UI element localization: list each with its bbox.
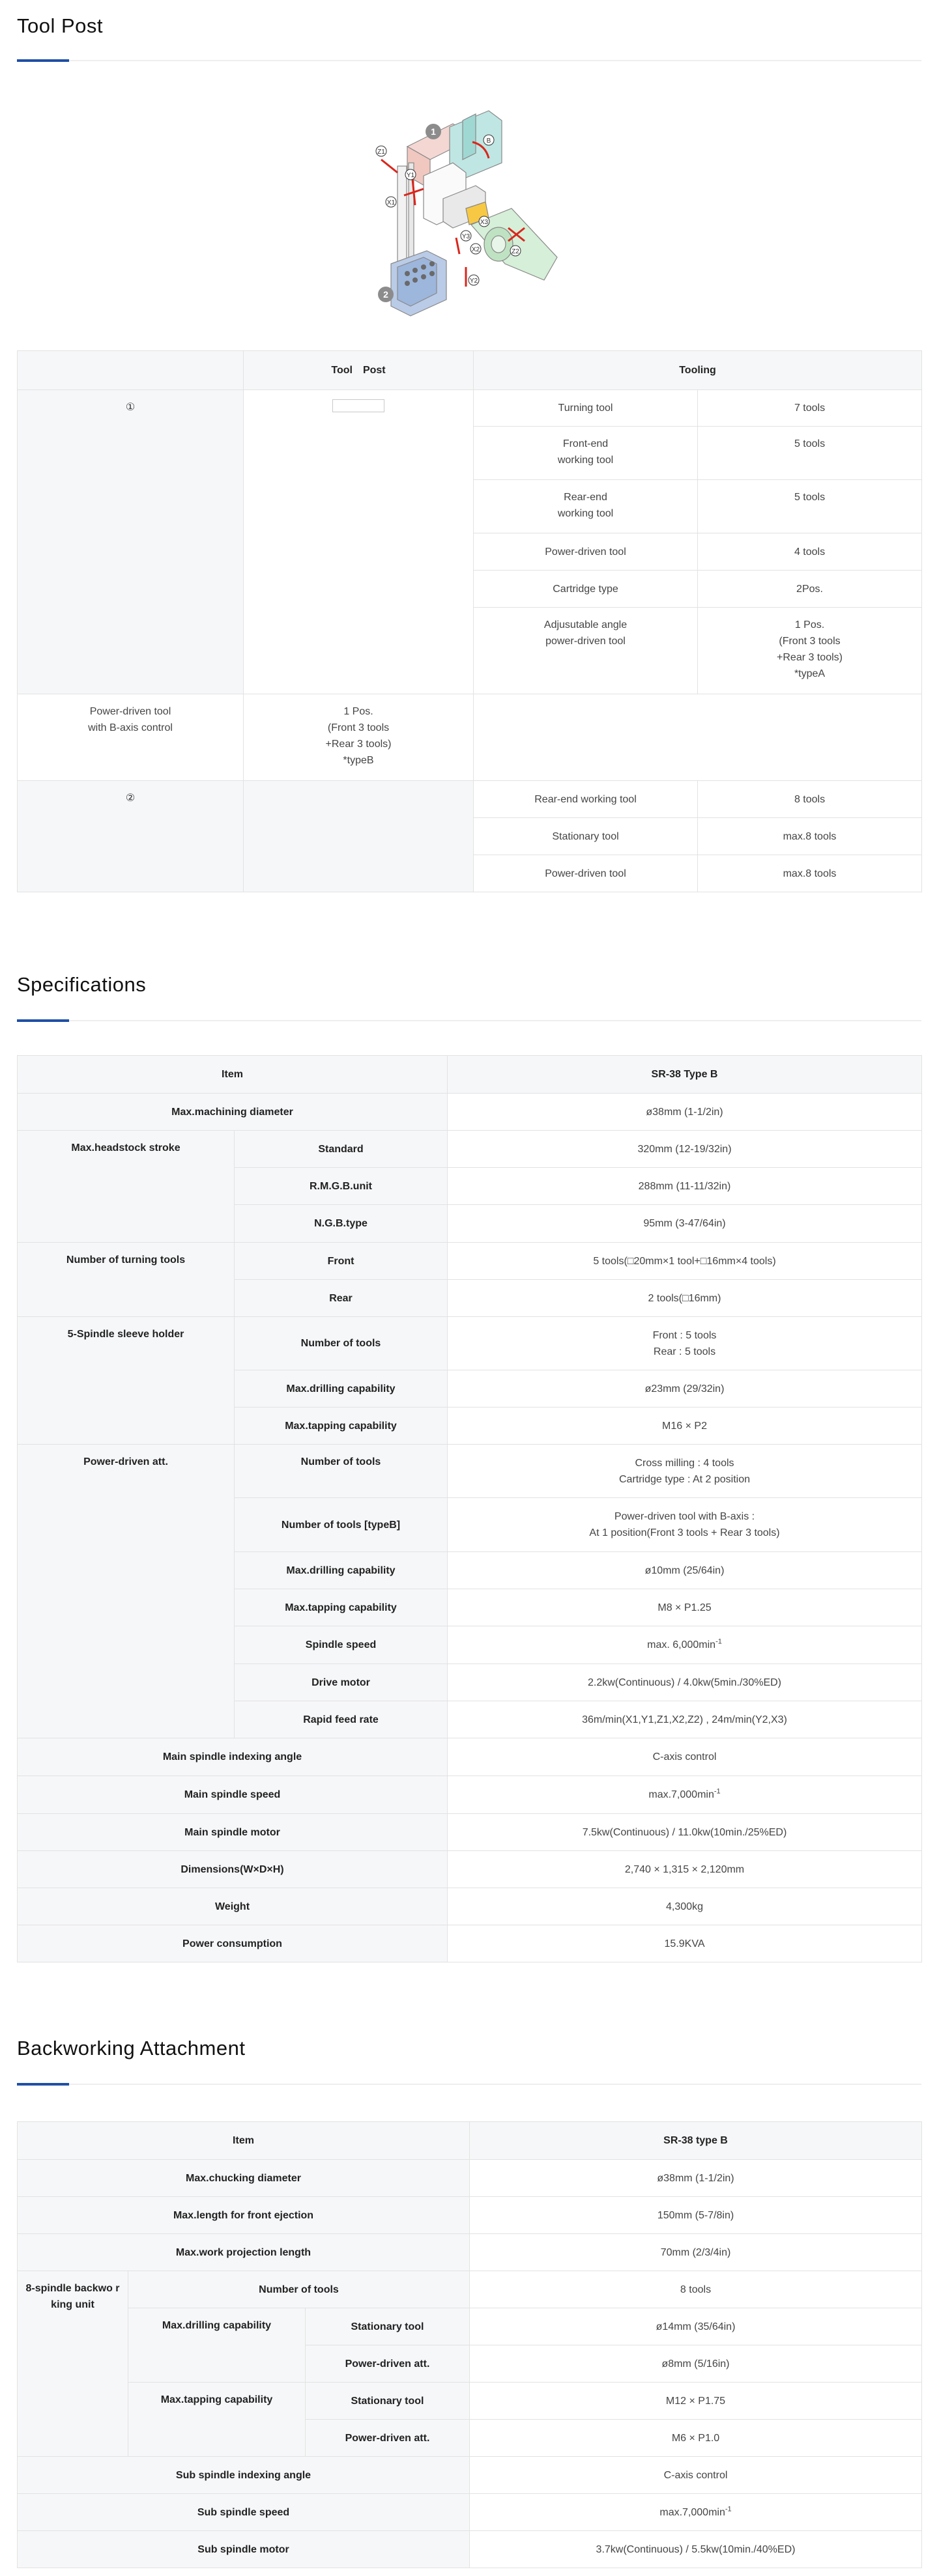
spec-value: 8 tools [470,2271,922,2308]
spec-key: Max.chucking diameter [18,2160,470,2197]
spec-key: Max.tapping capability [235,1408,448,1445]
axis-z2-label: Z2 [512,248,519,255]
section-divider [17,2084,921,2085]
unit-1-cell: ① [18,390,244,694]
spec-key: Stationary tool [306,2308,470,2345]
tooling-name: Adjusutable angle power-driven tool [474,608,698,694]
spec-value: 70mm (2/3/4in) [470,2234,922,2271]
spec-key: Drive motor [235,1664,448,1701]
spec-value: M8 × P1.25 [448,1589,922,1626]
specifications-table [17,1055,922,1962]
spec-key: Max.drilling capability [235,1370,448,1408]
spec-key: Main spindle indexing angle [18,1738,448,1776]
backworking-table [17,2121,922,2568]
tooling-name: Front-end working tool [474,427,698,480]
specifications-section [17,973,921,997]
tooling-name: Turning tool [474,390,698,427]
axis-z1-label: Z1 [377,149,385,156]
spec-key: Sub spindle indexing angle [18,2457,470,2494]
spec-value: M6 × P1.0 [470,2420,922,2457]
spec-key: Number of tools [235,1445,448,1498]
axis-y2-label: Y2 [469,277,478,285]
spec-key: Power-driven att. [306,2420,470,2457]
tooling-name: Stationary tool [474,818,698,855]
spec-group: Power-driven att. [18,1445,235,1738]
spec-value: 5 tools(□20mm×1 tool+□16mm×4 tools) [448,1243,922,1280]
spec-key: Number of tools [235,1317,448,1370]
broken-image-icon [332,399,384,412]
tooling-value: 4 tools [698,533,922,571]
spec-subgroup: Max.drilling capability [128,2308,306,2383]
spec-key: Power consumption [18,1925,448,1962]
spec-group: 5-Spindle sleeve holder [18,1317,235,1445]
spec-value: ø8mm (5/16in) [470,2345,922,2383]
header-item: Item [18,1056,448,1094]
section-title-specifications: Specifications [17,973,147,996]
spec-value: 3.7kw(Continuous) / 5.5kw(10min./40%ED) [470,2531,922,2568]
spec-value: 4,300kg [448,1888,922,1925]
spec-value: M12 × P1.75 [470,2383,922,2420]
b-axis-tool-name: Power-driven tool with B-axis control [18,694,244,781]
tool-post-section [17,14,921,38]
tooling-name: Cartridge type [474,571,698,608]
spec-value: ø38mm (1-1/2in) [470,2160,922,2197]
tooling-value: 1 Pos. (Front 3 tools +Rear 3 tools) *typeA [698,608,922,694]
axis-b-label: B [486,137,491,145]
spec-value: $\max.7,000\min^{-1}$ [470,2494,922,2531]
unit-2-cell: ② [18,781,244,892]
header-item: Item [18,2122,470,2160]
tooling-name: Rear-end working tool [474,781,698,818]
spec-key: Max.length for front ejection [18,2197,470,2234]
spec-key: Sub spindle motor [18,2531,470,2568]
spec-value: max. $6,000\min^{-1}$ [448,1626,922,1664]
unit-2-label: 2 [383,289,388,300]
spec-value: 2,740 × 1,315 × 2,120mm [448,1851,922,1888]
spec-value: 320mm (12-19/32in) [448,1131,922,1168]
spec-key: Number of tools [128,2271,470,2308]
tooling-value: max.8 tools [698,818,922,855]
spec-value: $\max.7,000\min^{-1}$ [448,1776,922,1814]
spec-value: 15.9KVA [448,1925,922,1962]
section-divider [17,1020,921,1021]
spec-key: Main spindle speed [18,1776,448,1814]
axis-y3-label: Y3 [461,233,470,240]
spec-group: Number of turning tools [18,1243,235,1317]
tool-post-diagram [362,91,564,326]
tool-post-image-cell [244,390,474,694]
backworking-section [17,2037,921,2060]
spec-key: R.M.G.B.unit [235,1168,448,1205]
axis-x1-label: X1 [386,199,396,206]
tooling-name: Power-driven tool [474,533,698,571]
tooling-value: max.8 tools [698,855,922,892]
header-empty [18,351,244,390]
section-title-backworking: Backworking Attachment [17,2037,246,2059]
header-tool-post: Tool Post [244,351,474,390]
header-model: SR-38 Type B [448,1056,922,1094]
header-tooling: Tooling [474,351,922,390]
spec-key: Rapid feed rate [235,1701,448,1738]
spec-value: 150mm (5-7/8in) [470,2197,922,2234]
spec-value: 288mm (11-11/32in) [448,1168,922,1205]
tool-post-table [17,350,922,892]
spec-value: 2.2kw(Continuous) / 4.0kw(5min./30%ED) [448,1664,922,1701]
axis-z3-label: X2 [471,246,480,253]
spec-group: 8-spindle backwo rking unit [18,2271,128,2457]
spec-value: C-axis control [448,1738,922,1776]
spec-value: 7.5kw(Continuous) / 11.0kw(10min./25%ED) [448,1814,922,1851]
spec-key: Max.machining diameter [18,1094,448,1131]
axis-x3-label: X3 [480,219,489,226]
spec-key: Max.drilling capability [235,1552,448,1589]
spec-key: Front [235,1243,448,1280]
b-axis-tool-value: 1 Pos. (Front 3 tools +Rear 3 tools) *typeB [244,694,474,781]
tooling-value: 5 tools [698,427,922,480]
spec-key: Spindle speed [235,1626,448,1664]
spec-key: Max.work projection length [18,2234,470,2271]
spec-key: Rear [235,1280,448,1317]
spec-key: Dimensions(W×D×H) [18,1851,448,1888]
spec-key: N.G.B.type [235,1205,448,1243]
spec-value: 95mm (3-47/64in) [448,1205,922,1243]
unit-1-label: 1 [431,126,436,137]
tooling-value: 2Pos. [698,571,922,608]
spec-value: ø10mm (25/64in) [448,1552,922,1589]
spec-value: ø23mm (29/32in) [448,1370,922,1408]
tooling-value: 8 tools [698,781,922,818]
tooling-name: Power-driven tool [474,855,698,892]
spec-group: Max.headstock stroke [18,1131,235,1243]
spec-key: Stationary tool [306,2383,470,2420]
header-model: SR-38 type B [470,2122,922,2160]
axis-y1-label: Y1 [406,172,415,179]
spec-value: Cross milling : 4 tools Cartridge type : At 2 position [448,1445,922,1498]
spec-key: Number of tools [typeB] [235,1498,448,1552]
spec-subgroup: Max.tapping capability [128,2383,306,2457]
spec-key: Power-driven att. [306,2345,470,2383]
spec-key: Sub spindle speed [18,2494,470,2531]
spec-value: Front : 5 tools Rear : 5 tools [448,1317,922,1370]
tooling-value: 5 tools [698,480,922,533]
spec-value: 36m/min(X1,Y1,Z1,X2,Z2) , 24m/min(Y2,X3) [448,1701,922,1738]
spec-key: Main spindle motor [18,1814,448,1851]
spec-value: Power-driven tool with B-axis : At 1 position(Front 3 tools + Rear 3 tools) [448,1498,922,1552]
section-title-tool-post: Tool Post [17,14,104,37]
spec-key: Weight [18,1888,448,1925]
tooling-value: 7 tools [698,390,922,427]
spec-value: ø14mm (35/64in) [470,2308,922,2345]
spec-value: 2 tools(□16mm) [448,1280,922,1317]
spec-value: C-axis control [470,2457,922,2494]
tooling-name: Rear-end working tool [474,480,698,533]
section-divider [17,60,921,61]
spec-value: M16 × P2 [448,1408,922,1445]
spec-key: Standard [235,1131,448,1168]
spec-value: ø38mm (1-1/2in) [448,1094,922,1131]
spec-key: Max.tapping capability [235,1589,448,1626]
